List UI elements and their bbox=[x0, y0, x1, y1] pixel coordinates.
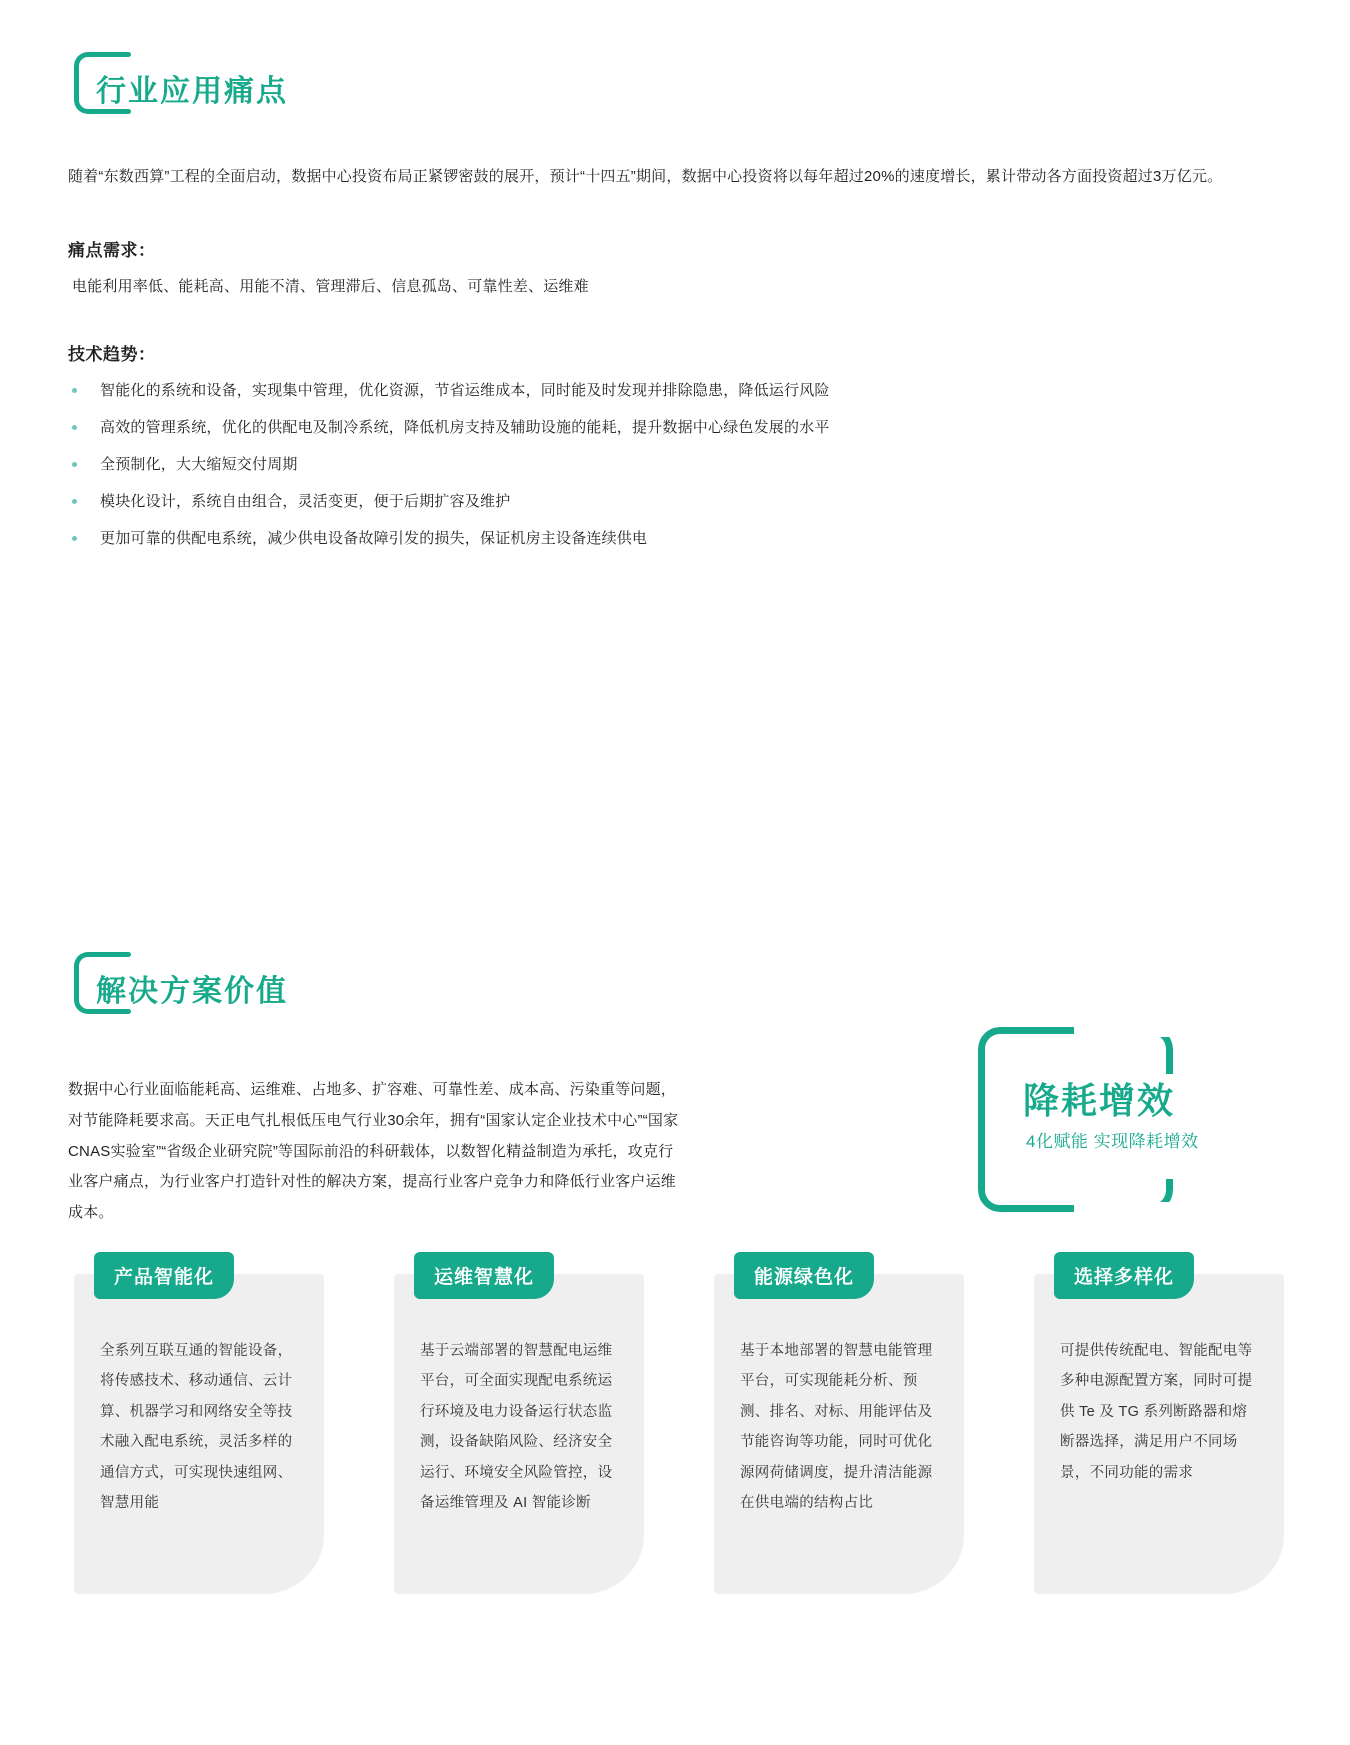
card-tag: 选择多样化 bbox=[1054, 1252, 1194, 1299]
card-body: 全系列互联互通的智能设备，将传感技术、移动通信、云计算、机器学习和网络安全等技术融入配电系统，灵活多样的通信方式，可实现快速组网、智慧用能 bbox=[100, 1343, 293, 1512]
document-page bbox=[0, 52, 1350, 1745]
pain-heading: 痛点需求： bbox=[68, 241, 156, 260]
feature-card bbox=[714, 1267, 964, 1594]
pain-text: 电能利用率低、能耗高、用能不清、管理滞后、信息孤岛、可靠性差、运维难 bbox=[72, 278, 589, 295]
feature-card bbox=[74, 1267, 324, 1594]
section-header-pain-points bbox=[68, 52, 1282, 126]
card-body: 可提供传统配电、智能配电等多种电源配置方案，同时可提供 Te 及 TG 系列断路器和熔断器选择，满足用户不同场景，不同功能的需求 bbox=[1060, 1343, 1253, 1481]
card-tag: 能源绿色化 bbox=[734, 1252, 874, 1299]
card-tag: 运维智慧化 bbox=[414, 1252, 554, 1299]
badge-gap-top bbox=[1074, 1026, 1174, 1037]
badge-gap-bottom bbox=[1074, 1202, 1174, 1213]
trend-heading: 技术趋势： bbox=[68, 345, 156, 364]
intro-paragraph: 随着“东数西算”工程的全面启动，数据中心投资布局正紧锣密鼓的展开，预计“十四五”期间，数据中心投资将以每年超过20%的速度增长，累计带动各方面投资超过3万亿元。 bbox=[68, 168, 1223, 185]
badge-title: 降耗增效 bbox=[1023, 1080, 1176, 1121]
highlight-badge bbox=[978, 1027, 1199, 1212]
section-header-solution-value bbox=[68, 952, 1282, 1026]
section-solution-value bbox=[68, 952, 1282, 1244]
card-body: 基于云端部署的智慧配电运维平台，可全面实现配电系统运行环境及电力设备运行状态监测，设备缺陷风险、经济安全运行、环境安全风险管控，设备运维管理及 AI 智能诊断 bbox=[420, 1343, 613, 1512]
card-tag: 产品智能化 bbox=[94, 1252, 234, 1299]
feature-card bbox=[394, 1267, 644, 1594]
page-title: 行业应用痛点 bbox=[96, 75, 288, 108]
feature-card-list bbox=[74, 1267, 1284, 1594]
list-item: 全预制化，大大缩短交付周期 bbox=[68, 453, 1282, 477]
list-item: 高效的管理系统，优化的供配电及制冷系统，降低机房支持及辅助设施的能耗，提升数据中心绿色发展的水平 bbox=[68, 416, 1282, 440]
badge-subtitle: 4化赋能 实现降耗增效 bbox=[1026, 1132, 1199, 1151]
trend-list bbox=[68, 379, 1282, 551]
list-item: 更加可靠的供配电系统，减少供电设备故障引发的损失，保证机房主设备连续供电 bbox=[68, 527, 1282, 551]
list-item: 智能化的系统和设备，实现集中管理，优化资源，节省运维成本，同时能及时发现并排除隐患，降低运行风险 bbox=[68, 379, 1282, 403]
list-item: 模块化设计，系统自由组合，灵活变更，便于后期扩容及维护 bbox=[68, 490, 1282, 514]
value-paragraph: 数据中心行业面临能耗高、运维难、占地多、扩容难、可靠性差、成本高、污染重等问题，对节能降耗要求高。天正电气扎根低压电气行业30余年，拥有“国家认定企业技术中心”“国家CNAS实验室”“省级企业研究院”等国际前沿的科研载体，以数智化精益制造为承托，攻克行业客户痛点，为行业客户打造针对性的解决方案，提高行业客户竞争力和降低行业客户运维成本。 bbox=[68, 1081, 679, 1221]
card-body: 基于本地部署的智慧电能管理平台，可实现能耗分析、预测、排名、对标、用能评估及节能咨询等功能，同时可优化源网荷储调度，提升清洁能源在供电端的结构占比 bbox=[740, 1343, 933, 1512]
feature-card bbox=[1034, 1267, 1284, 1594]
section-title-solution-value: 解决方案价值 bbox=[96, 975, 288, 1008]
